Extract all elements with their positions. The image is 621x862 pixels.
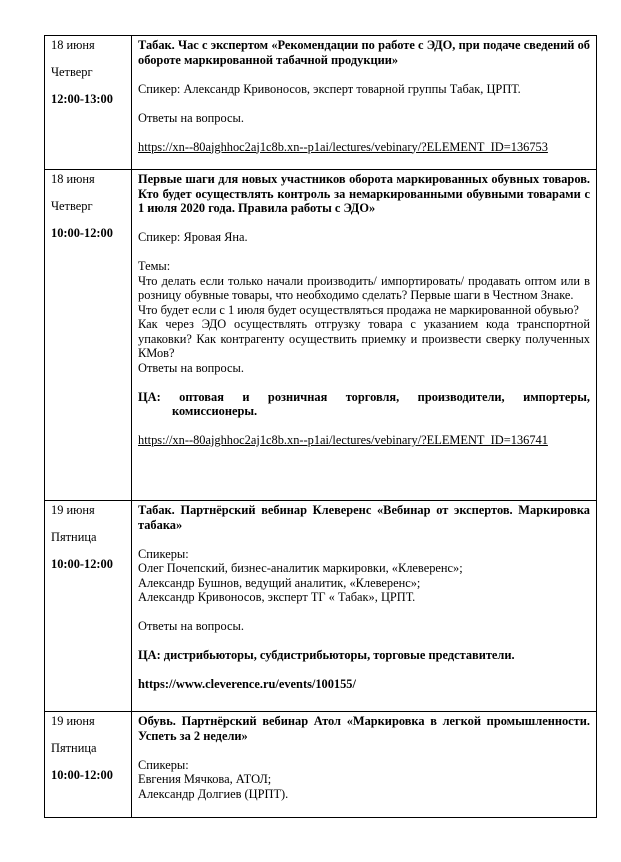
event-audience — [138, 390, 590, 419]
speaker-item: Александр Долгиев (ЦРПТ). — [138, 786, 289, 801]
event-link[interactable]: https://xn--80ajghhoc2aj1c8b.xn--p1ai/lectures/vebinary/?ELEMENT_ID=136753 — [138, 139, 548, 154]
event-date: 18 июня — [51, 38, 95, 52]
speaker-item: Евгения Мячкова, АТОЛ; — [138, 772, 272, 786]
event-date: 19 июня — [51, 503, 95, 517]
webinar-schedule-table — [44, 35, 597, 818]
event-title: Табак. Партнёрский вебинар Клеверенс «Вебинар от экспертов. Маркировка табака» — [138, 503, 590, 532]
table-row — [45, 712, 597, 818]
event-title: Табак. Час с экспертом «Рекомендации по работе с ЭДО, при подаче сведений об обороте маркированной табачной продукции» — [138, 38, 590, 67]
topic-item: Ответы на вопросы. — [138, 360, 244, 375]
event-details-cell — [132, 712, 597, 818]
event-date: 19 июня — [51, 714, 95, 728]
event-time: 12:00-13:00 — [51, 92, 113, 106]
event-speaker: Спикер: Александр Кривоносов, эксперт товарной группы Табак, ЦРПТ. — [138, 81, 521, 96]
date-cell — [45, 170, 132, 501]
event-audience: ЦА: дистрибьюторы, субдистрибьюторы, торговые представители. — [138, 648, 515, 662]
event-speaker: Спикер: Яровая Яна. — [138, 230, 248, 244]
event-title: Первые шаги для новых участников оборота маркированных обувных товаров. Кто будет осуществлять контроль за немаркированными обувными товарами с 1 июля 2020 года. Правила работы с ЭДО» — [138, 172, 590, 215]
topics-label: Темы: — [138, 259, 171, 273]
event-link[interactable]: https://xn--80ajghhoc2aj1c8b.xn--p1ai/lectures/vebinary/?ELEMENT_ID=136741 — [138, 433, 548, 447]
event-time: 10:00-12:00 — [51, 557, 113, 571]
date-cell — [45, 36, 132, 170]
event-time: 10:00-12:00 — [51, 226, 113, 240]
event-time: 10:00-12:00 — [51, 768, 113, 782]
event-weekday: Пятница — [51, 530, 97, 544]
table-row — [45, 36, 597, 170]
event-audience-line: комиссионеры. — [172, 404, 258, 418]
event-details-cell — [132, 36, 597, 170]
event-details-cell — [132, 170, 597, 501]
event-weekday: Четверг — [51, 65, 93, 79]
event-audience-line: ЦА: оптовая и розничная торговля, производители, импортеры, — [138, 389, 590, 404]
speakers-label: Спикеры: — [138, 757, 189, 772]
speaker-item: Александр Бушнов, ведущий аналитик, «Клеверенс»; — [138, 575, 421, 590]
event-link[interactable]: https://www.cleverence.ru/events/100155/ — [138, 677, 356, 691]
event-weekday: Четверг — [51, 199, 93, 213]
event-qa: Ответы на вопросы. — [138, 110, 244, 125]
event-date: 18 июня — [51, 172, 95, 186]
event-qa: Ответы на вопросы. — [138, 619, 244, 633]
event-title: Обувь. Партнёрский вебинар Атол «Маркировка в легкой промышленности. Успеть за 2 недели» — [138, 714, 590, 743]
speaker-item: Александр Кривоносов, эксперт ТГ « Табак», ЦРПТ. — [138, 590, 416, 604]
event-weekday: Пятница — [51, 741, 97, 755]
date-cell — [45, 501, 132, 712]
date-cell — [45, 712, 132, 818]
event-details-cell — [132, 501, 597, 712]
table-row — [45, 501, 597, 712]
topic-item: Что делать если только начали производить/ импортировать/ продавать оптом или в розницу обувные товары, что необходимо сделать? Первые шаги в Честном Знаке. — [138, 273, 590, 302]
table-row — [45, 170, 597, 501]
topic-item: Как через ЭДО осуществлять отгрузку товара с указанием кода транспортной упаковки? Как контрагенту осуществить приемку и произвести сверку полученных КМов? — [138, 317, 590, 360]
speakers-label: Спикеры: — [138, 546, 189, 561]
speaker-item: Олег Почепский, бизнес-аналитик маркировки, «Клеверенс»; — [138, 561, 463, 575]
topic-item: Что будет если с 1 июля будет осуществляться продажа не маркированной обувью? — [138, 302, 579, 317]
